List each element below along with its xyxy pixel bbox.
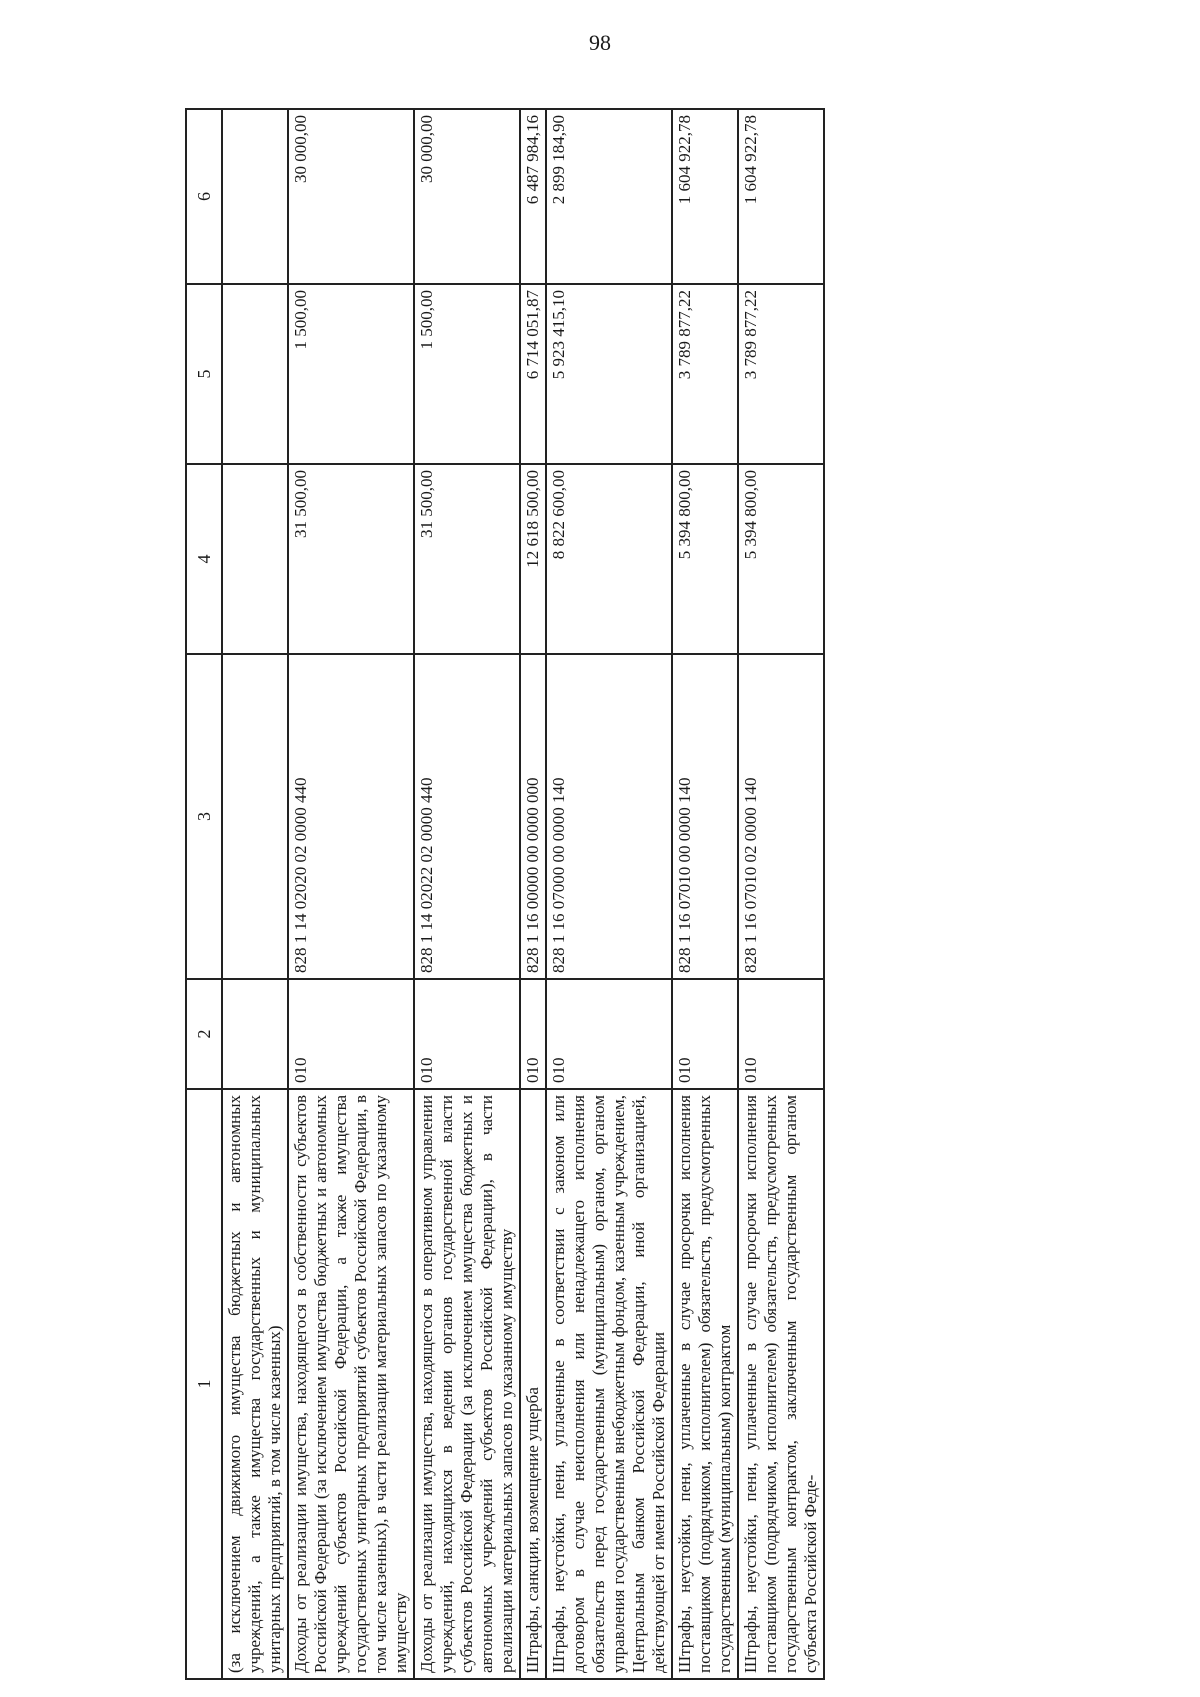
column-header-6: 6 (186, 109, 222, 284)
table-row (520, 109, 546, 1679)
row-value-4 (222, 464, 288, 654)
row-budget-code (222, 654, 288, 979)
row-code-2: 010 (672, 979, 738, 1089)
row-description: Доходы от реализации имущества, находящегося в оперативном управлении учреждений, находящихся в ведении органов государственной власти субъектов Российской Федерации (за исключением имущества бюджетных и автономных учреждений субъектов Российской Федерации), в части реализации материальных запасов по указанному имуществу (414, 1089, 520, 1679)
column-header-4: 4 (186, 464, 222, 654)
table-row (672, 109, 738, 1679)
row-budget-code: 828 1 14 02022 02 0000 440 (414, 654, 520, 979)
row-value-5: 3 789 877,22 (672, 284, 738, 464)
column-header-5: 5 (186, 284, 222, 464)
row-description: (за исключением движимого имущества бюджетных и автономных учреждений, а также имущества государственных и муниципальных унитарных предприятий, в том числе казенных) (222, 1089, 288, 1679)
row-value-6: 30 000,00 (414, 109, 520, 284)
table-row (288, 109, 414, 1679)
row-value-6: 2 899 184,90 (546, 109, 672, 284)
table-row (738, 109, 824, 1679)
row-value-4: 8 822 600,00 (546, 464, 672, 654)
row-value-4: 5 394 800,00 (672, 464, 738, 654)
row-code-2: 010 (546, 979, 672, 1089)
row-description: Штрафы, неустойки, пени, уплаченные в случае просрочки исполнения поставщиком (подрядчиком, исполнителем) обязательств, предусмотренных государственным контрактом, заключенным государственным органом субъекта Российской Феде- (738, 1089, 824, 1679)
row-code-2: 010 (414, 979, 520, 1089)
row-value-6 (222, 109, 288, 284)
table-row (414, 109, 520, 1679)
row-description: Штрафы, неустойки, пени, уплаченные в случае просрочки исполнения поставщиком (подрядчиком, исполнителем) обязательств, предусмотренных государственным (муниципальным) контрактом (672, 1089, 738, 1679)
budget-table (185, 108, 825, 1680)
row-value-6: 1 604 922,78 (738, 109, 824, 284)
column-header-1: 1 (186, 1089, 222, 1679)
row-value-4: 5 394 800,00 (738, 464, 824, 654)
row-value-5: 6 714 051,87 (520, 284, 546, 464)
row-value-6: 1 604 922,78 (672, 109, 738, 284)
page-number: 98 (589, 30, 611, 55)
row-value-5: 1 500,00 (414, 284, 520, 464)
table-header-row (186, 109, 222, 1679)
row-value-6: 30 000,00 (288, 109, 414, 284)
row-value-4: 31 500,00 (414, 464, 520, 654)
row-budget-code: 828 1 16 00000 00 0000 000 (520, 654, 546, 979)
row-value-5 (222, 284, 288, 464)
column-header-3: 3 (186, 654, 222, 979)
row-budget-code: 828 1 14 02020 02 0000 440 (288, 654, 414, 979)
row-value-4: 12 618 500,00 (520, 464, 546, 654)
row-budget-code: 828 1 16 07010 00 0000 140 (672, 654, 738, 979)
row-description: Штрафы, санкции, возмещение ущерба (520, 1089, 546, 1679)
row-budget-code: 828 1 16 07000 00 0000 140 (546, 654, 672, 979)
row-value-6: 6 487 984,16 (520, 109, 546, 284)
row-code-2: 010 (520, 979, 546, 1089)
table-row (222, 109, 288, 1679)
table-row (546, 109, 672, 1679)
row-code-2 (222, 979, 288, 1089)
budget-table-rotated (185, 110, 1195, 1680)
row-description: Доходы от реализации имущества, находящегося в собственности субъектов Российской Федерации (за исключением имущества бюджетных и автономных учреждений субъектов Российской Федерации, а также имущества государственных унитарных предприятий субъектов Российской Федерации, в том числе казенных), в части реализации материальных запасов по указанному имуществу (288, 1089, 414, 1679)
row-budget-code: 828 1 16 07010 02 0000 140 (738, 654, 824, 979)
row-value-5: 3 789 877,22 (738, 284, 824, 464)
row-code-2: 010 (288, 979, 414, 1089)
row-code-2: 010 (738, 979, 824, 1089)
row-value-5: 1 500,00 (288, 284, 414, 464)
row-value-4: 31 500,00 (288, 464, 414, 654)
column-header-2: 2 (186, 979, 222, 1089)
row-description: Штрафы, неустойки, пени, уплаченные в соответствии с законом или договором в случае неисполнения или ненадлежащего исполнения обязательств перед государственным (муниципальным) органом, органом управления государственным внебюджетным фондом, казенным учреждением, Центральным банком Российской Федерации, иной организацией, действующей от имени Российской Федерации (546, 1089, 672, 1679)
row-value-5: 5 923 415,10 (546, 284, 672, 464)
